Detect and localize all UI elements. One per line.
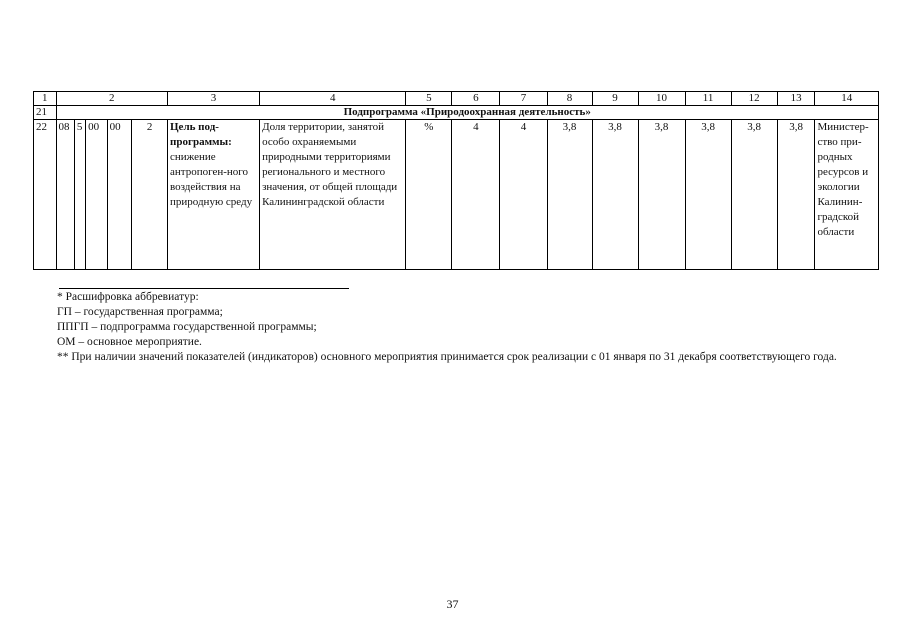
footnote-gp: ГП – государственная программа;: [57, 306, 223, 318]
table-header-row: [34, 92, 879, 106]
footnote-abbreviations: * Расшифровка аббревиатур:: [57, 291, 199, 303]
header-cell: 8: [547, 92, 592, 106]
value-cell: 3,8: [592, 120, 638, 270]
value-cell: 3,8: [731, 120, 777, 270]
responsible-cell: Министер-ство при-родных ресурсов и экологии Калинин-градской области: [815, 120, 879, 270]
page-number: 37: [446, 597, 459, 611]
value-cell: 3,8: [638, 120, 685, 270]
table-row: [34, 120, 879, 270]
table-row: [34, 106, 879, 120]
header-cell: 14: [815, 92, 879, 106]
code-cell: 5: [74, 120, 85, 270]
header-cell: 5: [406, 92, 452, 106]
subprogram-title: Подпрограмма «Природоохранная деятельность»: [56, 106, 879, 120]
indicator-table: [33, 91, 879, 270]
value-cell: 3,8: [777, 120, 815, 270]
footnote-om: ОМ – основное мероприятие.: [57, 336, 202, 348]
value-cell: 4: [452, 120, 500, 270]
footnote-period: ** При наличии значений показателей (индикаторов) основного мероприятия принимается срок реализации с 01 января по 31 декабря соответствующего года.: [57, 351, 837, 363]
goal-cell: [168, 120, 260, 270]
header-cell: 9: [592, 92, 638, 106]
header-cell: 12: [731, 92, 777, 106]
header-cell: 2: [56, 92, 168, 106]
indicator-cell: Доля территории, занятой особо охраняемыми природными территориями регионального и местного значения, от общей площади Калининградской области: [260, 120, 406, 270]
header-cell: 11: [685, 92, 731, 106]
value-cell: 3,8: [685, 120, 731, 270]
code-cell: 08: [56, 120, 74, 270]
header-cell: 4: [260, 92, 406, 106]
code-cell: 00: [107, 120, 132, 270]
header-cell: 1: [34, 92, 57, 106]
goal-text: снижение антропоген-ного воздействия на природную среду: [170, 151, 253, 208]
row-number: 22: [34, 120, 57, 270]
footnote-ppgp: ППГП – подпрограмма государственной программы;: [57, 321, 317, 333]
code-cell: 00: [86, 120, 107, 270]
header-cell: 3: [168, 92, 260, 106]
header-cell: 10: [638, 92, 685, 106]
unit-cell: %: [406, 120, 452, 270]
header-cell: 13: [777, 92, 815, 106]
value-cell: 3,8: [547, 120, 592, 270]
header-cell: 7: [500, 92, 547, 106]
footnote-divider: [59, 288, 349, 289]
goal-label: Цель под-программы:: [170, 121, 232, 148]
value-cell: 4: [500, 120, 547, 270]
header-cell: 6: [452, 92, 500, 106]
code-cell: 2: [132, 120, 168, 270]
row-number: 21: [34, 106, 57, 120]
